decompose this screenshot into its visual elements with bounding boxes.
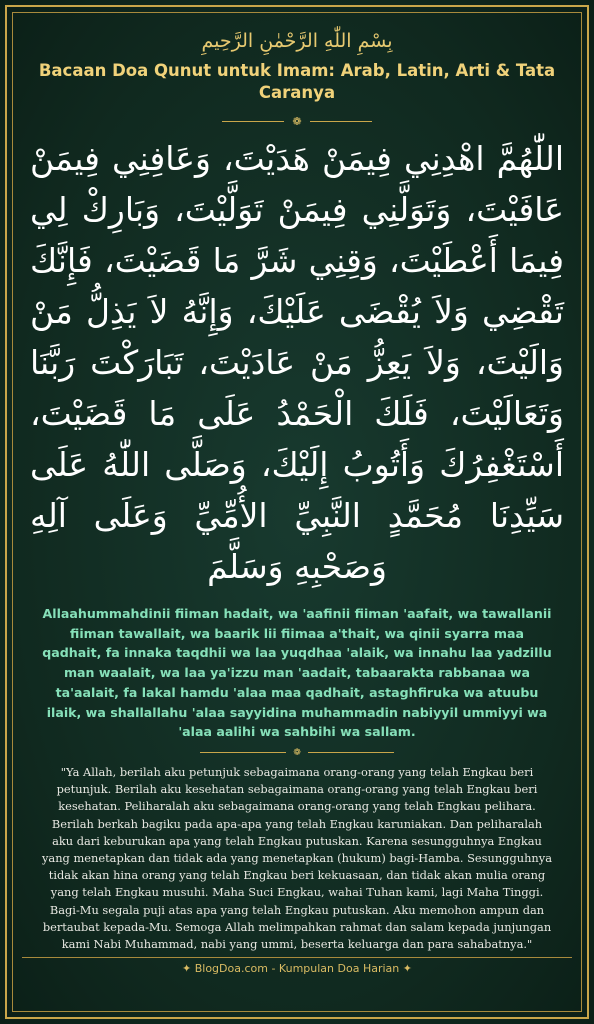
arabic-prayer-text: اللّٰهُمَّ اهْدِنِي فِيمَنْ هَدَيْتَ، وَعَافِنِي فِيمَنْ عَافَيْتَ، وَتَوَلَّنِي فِيمَنْ تَوَلَّيْتَ، وَبَارِكْ لِي فِيمَا أَعْطَيْتَ، وَقِنِي شَرَّ مَا قَضَيْتَ، فَإِنَّكَ تَقْضِي وَلاَ يُقْضَى عَلَيْكَ، وَإِنَّهُ لاَ يَذِلُّ مَنْ وَالَيْتَ، وَلاَ يَعِزُّ مَنْ عَادَيْتَ، تَبَارَكْتَ رَبَّنَا وَتَعَالَيْتَ، فَلَكَ الْحَمْدُ عَلَى مَا قَضَيْتَ، أَسْتَغْفِرُكَ وَأَتُوبُ إِلَيْكَ، وَصَلَّى اللّٰهُ عَلَى سَيِّدِنَا مُحَمَّدٍ النَّبِيِّ الأُمِّيِّ وَعَلَى آلِهِ وَصَحْبِهِ وَسَلَّمَ xyxy=(30,139,564,586)
footer-credit: ✦ BlogDoa.com - Kumpulan Doa Harian ✦ xyxy=(182,962,412,975)
small-ornament-icon: ❁ xyxy=(293,748,301,758)
footer-divider xyxy=(22,957,572,958)
flower-ornament-icon: ❁ xyxy=(292,115,302,128)
middle-divider xyxy=(0,746,594,760)
top-divider xyxy=(0,115,594,129)
translation-text: "Ya Allah, berilah aku petunjuk sebagaimana orang-orang yang telah Engkau beri petunjuk. Berilah aku kesehatan sebagaimana orang-orang yang telah Engkau beri kesehatan. Peliharalah aku sebagaimana orang-orang yang telah Engkau pelihara. Berilah berkah bagiku pada apa-apa yang telah Engkau karuniakan. Dan peliharalah aku dari keburukan apa yang telah Engkau putuskan. Karena sesungguhnya Engkau yang menetapkan dan tidak ada yang menetapkan (hukum) bagi-Hamba. Sesungguhnya tidak akan hina orang yang telah Engkau beri kekuasaan, dan tidak akan mulia orang yang telah Engkau musuhi. Maha Suci Engkau, wahai Tuhan kami, lagi Maha Tinggi. Bagi-Mu segala puji atas apa yang telah Engkau putuskan. Aku memohon ampun dan bertaubat kepada-Mu. Semoga Allah melimpahkan rahmat dan salam kepada junjungan kami Nabi Muhammad, nabi yang ummi, beserta keluarga dan para sahabatnya." xyxy=(42,765,552,952)
latin-transliteration: Allaahummahdinii fiiman hadait, wa 'aafinii fiiman 'aafait, wa tawallanii fiiman tawallait, wa baarik lii fiimaa a'thait, wa qinii syarra maa qadhait, fa innaka taqdhii wa laa yuqdhaa 'alaik, wa innahu laa yadzillu man waalait, wa laa ya'izzu man 'aadait, tabaarakta rabbanaa wa ta'aalait, fa lakal hamdu 'alaa maa qadhait, astaghfiruka wa atuubu ilaik, wa shallallahu 'alaa sayyidina muhammadin nabiyyil ummiyyi wa 'alaa aalihi wa sahbihi wa sallam. xyxy=(42,606,552,740)
page-title: Bacaan Doa Qunut untuk Imam: Arab, Latin, Arti & Tata Caranya xyxy=(38,61,556,102)
basmala-heading: بِسْمِ اللّٰهِ الرَّحْمٰنِ الرَّحِيمِ xyxy=(201,30,393,52)
